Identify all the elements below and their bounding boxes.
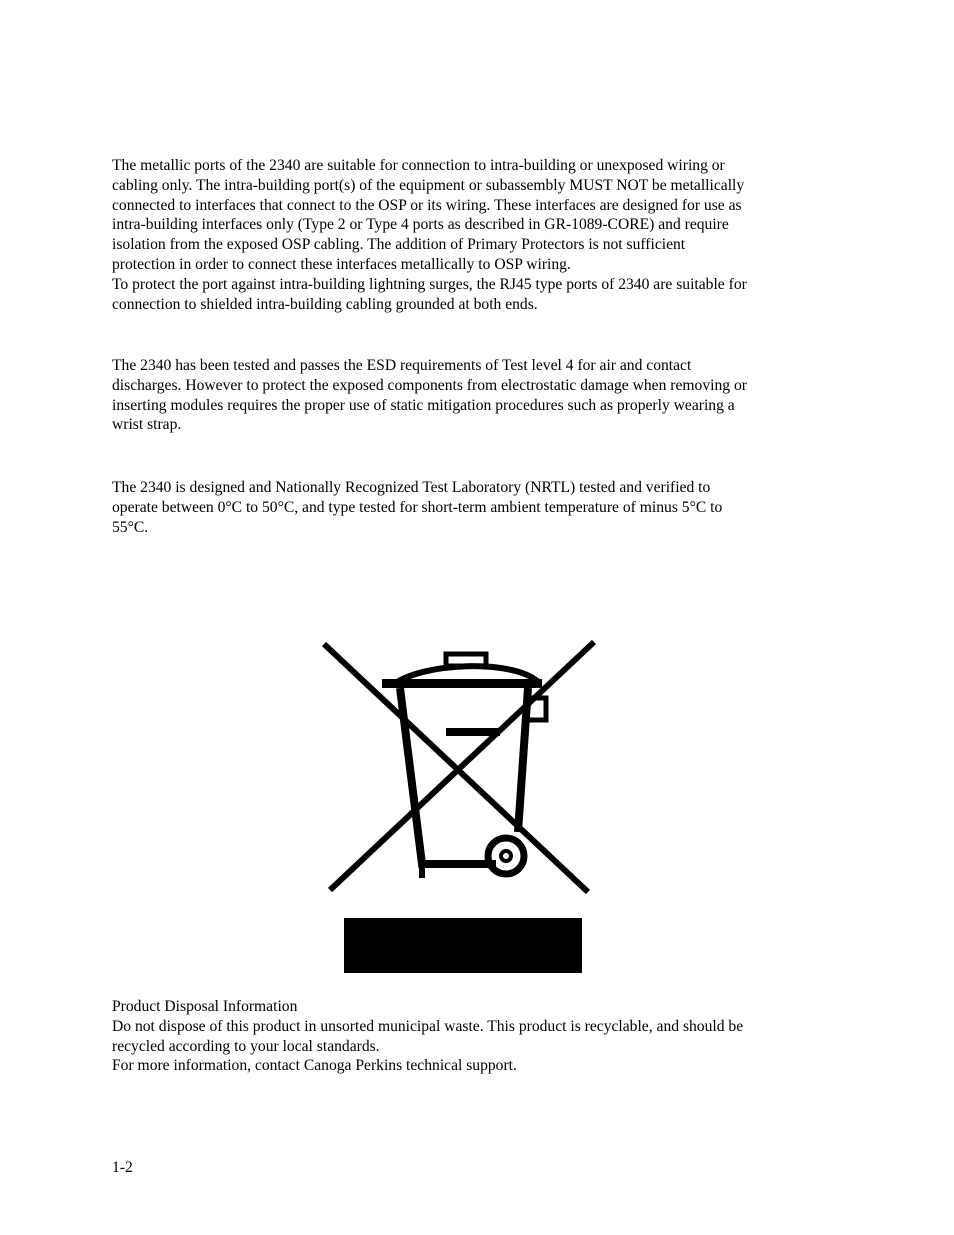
text-line: recycled according to your local standards.	[112, 1037, 380, 1055]
text-line: The 2340 has been tested and passes the ESD requirements of Test level 4 for air and contact	[112, 357, 692, 374]
text-line: The 2340 is designed and Nationally Recognized Test Laboratory (NRTL) tested and verified to	[112, 479, 711, 496]
esd-paragraph	[112, 356, 824, 435]
text-line: Do not dispose of this product in unsorted municipal waste. This product is recyclable, and should be	[112, 1017, 744, 1035]
temperature-paragraph	[112, 478, 824, 537]
bin-wheel-hub	[501, 851, 511, 861]
text-line: 55°C.	[112, 518, 149, 536]
page-number: 1-2	[112, 1159, 133, 1176]
bin-wheel	[488, 838, 524, 874]
text-line: wrist strap.	[112, 416, 182, 434]
bin-lid	[382, 679, 542, 688]
disposal-paragraph	[112, 997, 824, 1076]
crossed-out-wheelie-bin-icon	[318, 636, 602, 976]
text-line: inserting modules requires the proper use of static mitigation procedures such as properly wearing a	[112, 396, 735, 414]
text-line: The metallic ports of the 2340 are suitable for connection to intra-building or unexposed wiring or	[112, 157, 725, 174]
text-line: isolation from the exposed OSP cabling. The addition of Primary Protectors is not sufficient	[112, 236, 686, 254]
bin-marking	[446, 728, 500, 736]
text-line: For more information, contact Canoga Perkins technical support.	[112, 1057, 517, 1075]
text-line: cabling only. The intra-building port(s) of the equipment or subassembly MUST NOT be metallically	[112, 176, 745, 194]
weee-bar	[344, 918, 582, 973]
text-line: connection to shielded intra-building cabling grounded at both ends.	[112, 295, 538, 313]
text-line: To protect the port against intra-building lightning surges, the RJ45 type ports of 2340 are suitable for	[112, 275, 747, 293]
text-line: discharges. However to protect the exposed components from electrostatic damage when removing or	[112, 376, 747, 394]
disposal-heading: Product Disposal Information	[112, 998, 298, 1015]
text-line: operate between 0°C to 50°C, and type tested for short-term ambient temperature of minus 5°C to	[112, 498, 723, 516]
wiring-paragraph	[112, 156, 824, 314]
text-line: protection in order to connect these interfaces metallically to OSP wiring.	[112, 255, 571, 273]
text-line: intra-building interfaces only (Type 2 or Type 4 ports as described in GR-1089-CORE) and require	[112, 216, 729, 234]
text-line: connected to interfaces that connect to the OSP or its wiring. These interfaces are designed for use as	[112, 196, 742, 214]
